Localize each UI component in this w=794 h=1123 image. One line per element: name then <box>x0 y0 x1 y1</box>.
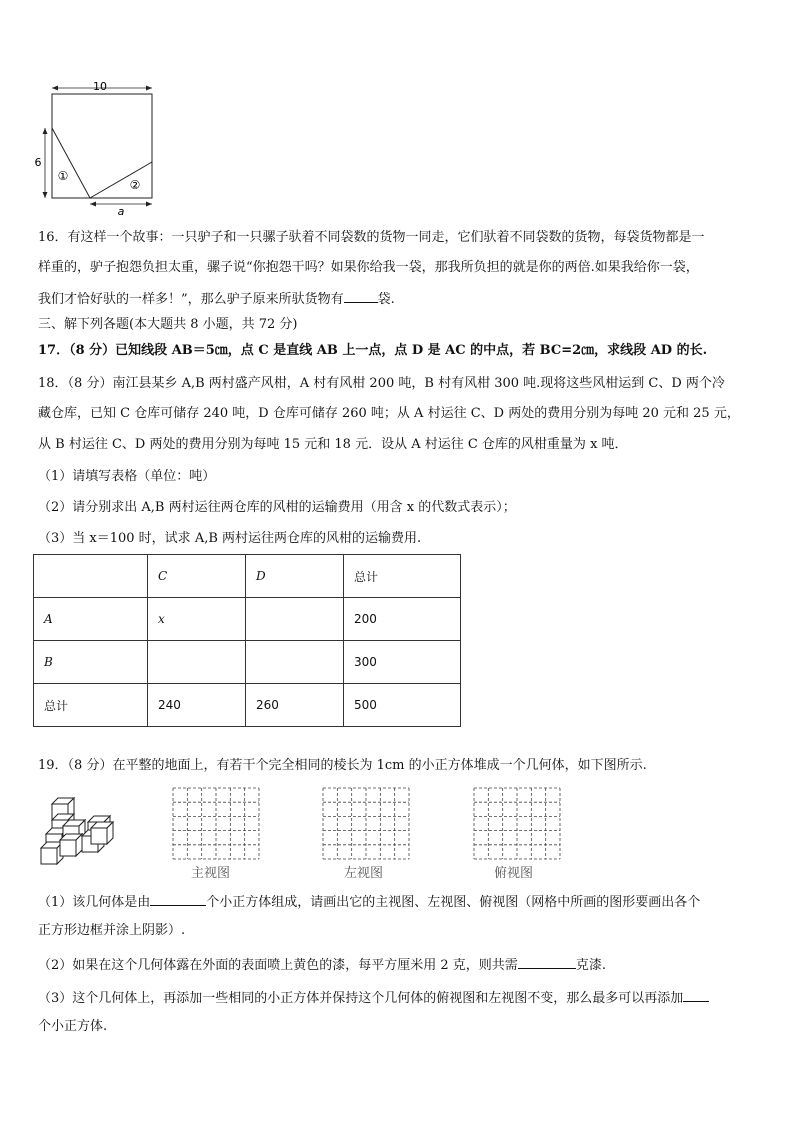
answer-blank[interactable] <box>683 988 709 1002</box>
table-cell[interactable] <box>148 641 246 684</box>
dimension-left-label: 6 <box>34 156 42 169</box>
q16-line-3 <box>38 289 758 309</box>
front-view-label: 主视图 <box>191 866 231 881</box>
cube-stack-figure <box>38 788 118 868</box>
left-view-label: 左视图 <box>344 866 384 881</box>
q19-sub-1 <box>38 892 758 912</box>
table-cell <box>34 555 148 598</box>
table-cell: C <box>148 555 246 598</box>
table-cell: 500 <box>344 684 461 727</box>
q19-sub-3-cont: 个小正方体. <box>38 1019 108 1034</box>
rectangle-figure <box>30 76 165 216</box>
table-cell: 240 <box>148 684 246 727</box>
table-cell: D <box>246 555 344 598</box>
region-2-label: ② <box>129 178 141 192</box>
table-row <box>34 684 461 727</box>
q19-sub-2 <box>38 955 758 975</box>
table-header-row <box>34 555 461 598</box>
q16-text: 我们才恰好驮的一样多！”，那么驴子原来所驮货物有 <box>38 292 344 307</box>
dimension-bottom-label: a <box>117 205 125 216</box>
transport-table <box>33 554 461 727</box>
table-cell: B <box>34 641 148 684</box>
q18-sub-3: （3）当 x＝100 时，试求 A,B 两村运往两仓库的风柑的运输费用. <box>38 531 422 546</box>
q16-line-1: 16．有这样一个故事：一只驴子和一只骡子驮着不同袋数的货物一同走，它们驮着不同袋数的货物，每袋货物都是一 <box>38 230 705 245</box>
top-view-label: 俯视图 <box>494 866 534 881</box>
q19-sub-2-unit: 克漆. <box>575 958 606 973</box>
table-row <box>34 641 461 684</box>
q19-sub-3 <box>38 988 758 1008</box>
table-cell: 260 <box>246 684 344 727</box>
q16-unit: 袋. <box>377 292 395 307</box>
answer-blank[interactable] <box>518 955 576 969</box>
q18-sub-2: （2）请分别求出 A,B 两村运往两仓库的风柑的运输费用（用含 x 的代数式表示）； <box>38 500 516 515</box>
dimension-top-label: 10 <box>93 80 107 93</box>
q19-sub-2-text: （2）如果在这个几何体露在外面的表面喷上黄色的漆，每平方厘米用 2 克，则共需 <box>38 958 518 973</box>
section-heading: 三、解下列各题(本大题共 8 小题，共 72 分) <box>38 317 298 332</box>
top-view-grid[interactable] <box>473 787 561 860</box>
q16-line-2: 样重的，驴子抱怨负担太重，骡子说“你抱怨干吗？如果你给我一袋，那我所负担的就是你的两倍.如果我给你一袋， <box>38 260 699 275</box>
q18-line-3: 从 B 村运往 C、D 两处的费用分别为每吨 15 元和 18 元．设从 A 村运往 C 仓库的风柑重量为 x 吨． <box>38 437 628 452</box>
table-cell: 总计 <box>344 555 461 598</box>
left-view-grid[interactable] <box>322 787 410 860</box>
table-cell[interactable] <box>246 598 344 641</box>
table-cell: A <box>34 598 148 641</box>
q19-sub-1-cont: 正方形边框并涂上阴影）. <box>38 923 186 938</box>
table-cell[interactable] <box>246 641 344 684</box>
table-cell: 300 <box>344 641 461 684</box>
q18-line-2: 藏仓库，已知 C 仓库可储存 240 吨，D 仓库可储存 260 吨；从 A 村运往 C、D 两处的费用分别为每吨 20 元和 25 元， <box>38 406 740 421</box>
table-cell: 200 <box>344 598 461 641</box>
q17-text: 17．（8 分）已知线段 AB＝5㎝，点 C 是直线 AB 上一点，点 D 是 AC 的中点，若 BC=2㎝，求线段 AD 的长. <box>38 343 708 358</box>
region-1-label: ① <box>57 169 69 183</box>
q19-sub-1-text: （1）该几何体是由 <box>38 895 151 910</box>
table-cell: 总计 <box>34 684 148 727</box>
table-cell[interactable]: x <box>148 598 246 641</box>
q19-sub-1-text-b: 个小正方体组成，请画出它的主视图、左视图、俯视图（网格中所画的图形要画出各个 <box>206 895 701 910</box>
q18-sub-1: （1）请填写表格（单位：吨） <box>38 469 216 484</box>
q19-sub-3-text: （3）这个几何体上，再添加一些相同的小正方体并保持这个几何体的俯视图和左视图不变，那么最多可以再添加 <box>38 991 684 1006</box>
table-row <box>34 598 461 641</box>
q18-line-1: 18．（8 分）南江县某乡 A,B 两村盛产风柑，A 村有风柑 200 吨，B 村有风柑 300 吨.现将这些风柑运到 C、D 两个冷 <box>38 376 725 391</box>
front-view-grid[interactable] <box>172 787 260 860</box>
answer-blank[interactable] <box>344 289 378 303</box>
answer-blank[interactable] <box>150 892 206 906</box>
q19-line-1: 19．（8 分）在平整的地面上，有若干个完全相同的棱长为 1cm 的小正方体堆成一个几何体，如下图所示. <box>38 758 647 773</box>
